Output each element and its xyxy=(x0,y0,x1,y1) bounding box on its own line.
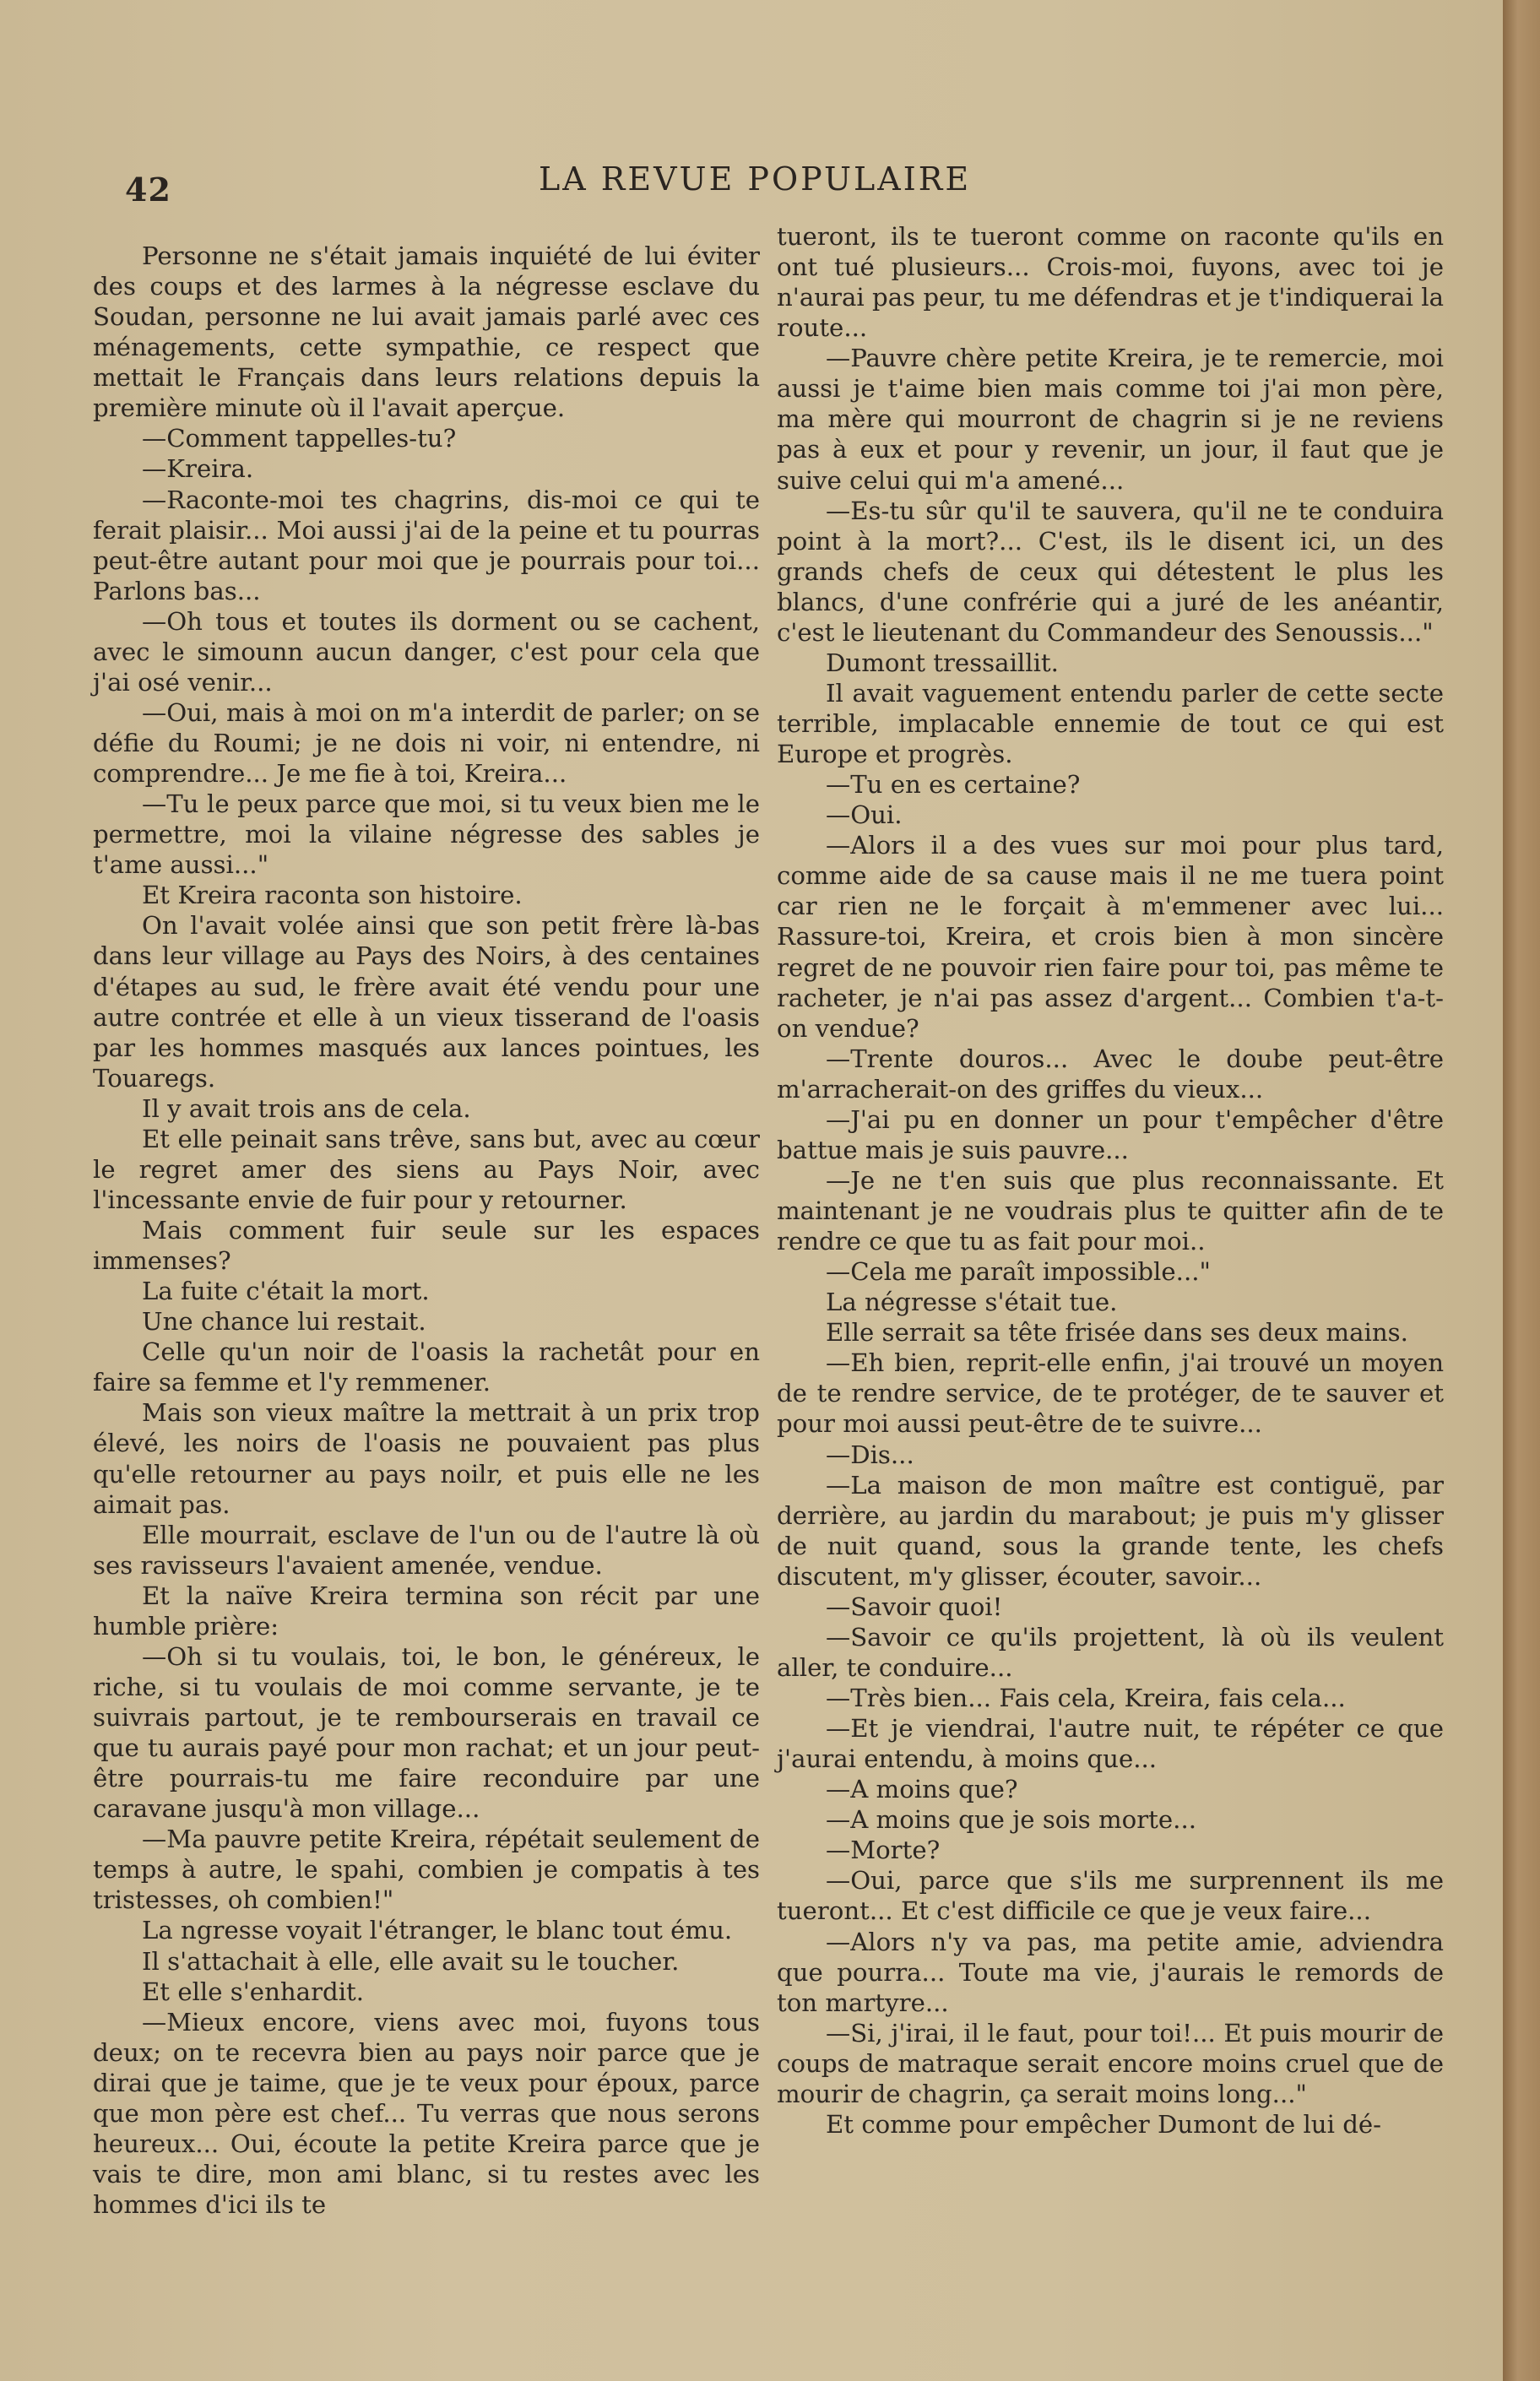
paragraph: —A moins que je sois morte... xyxy=(826,1805,1196,1835)
paragraph: —Dis... xyxy=(826,1440,914,1469)
paragraph: —Eh bien, reprit-elle enfin, j'ai trouvé un moyen de te rendre service, de te protéger, de te sauver et pour moi aussi peut-être de te suivre... xyxy=(777,1348,1444,1439)
paragraph: —J'ai pu en donner un pour t'empêcher d'être battue mais je suis pauvre... xyxy=(777,1104,1444,1164)
paragraph: Et Kreira raconta son histoire. xyxy=(142,881,523,910)
paragraph: On l'avait volée ainsi que son petit frère là-bas dans leur village au Pays des Noirs, à des centaines d'étapes au sud, le frère avait été vendu pour une autre contrée et elle à un vieux tisserand de l'oasis par les hommes masqués aux lances pointues, les Touaregs. xyxy=(93,911,760,1093)
paragraph: Et elle s'enhardit. xyxy=(142,1977,365,2006)
paragraph: —Alors n'y va pas, ma petite amie, adviendra que pourra... Toute ma vie, j'aurais le remords de ton martyre... xyxy=(777,1927,1444,2017)
paragraph: —A moins que? xyxy=(826,1775,1018,1804)
paragraph: —Oh si tu voulais, toi, le bon, le généreux, le riche, si tu voulais de moi comme servante, je te suivrais partout, je te rembourserais en travail ce que tu aurais payé pour mon rachat; et un jour peut-être pourrais-tu me faire reconduire par une caravane jusqu'à mon village... xyxy=(93,1641,760,1824)
paragraph: La fuite c'était la mort. xyxy=(142,1277,430,1306)
page-number: 42 xyxy=(125,171,171,209)
paragraph: —Kreira. xyxy=(142,454,254,484)
paragraph: Il y avait trois ans de cela. xyxy=(142,1093,471,1123)
text-column-left xyxy=(93,241,760,2220)
page-header xyxy=(125,160,978,211)
paragraph: Il avait vaguement entendu parler de cette secte terrible, implacable ennemie de tout ce qui est Europe et progrès. xyxy=(777,678,1444,769)
paragraph: —Si, j'irai, il le faut, pour toi!... Et puis mourir de coups de matraque serait encore moins cruel que de mourir de chagrin, ça serait moins long..." xyxy=(777,2018,1444,2108)
journal-title: LA REVUE POPULAIRE xyxy=(539,160,972,198)
paragraph: —Savoir ce qu'ils projettent, là où ils veulent aller, te conduire... xyxy=(777,1622,1444,1682)
paragraph: —Oui, parce que s'ils me surprennent ils me tueront... Et c'est difficile ce que je veux faire... xyxy=(777,1866,1444,1926)
paragraph: —Oh tous et toutes ils dorment ou se cachent, avec le simounn aucun danger, c'est pour cela que j'ai osé venir... xyxy=(93,606,760,697)
paragraph: Mais comment fuir seule sur les espaces immenses? xyxy=(93,1216,760,1276)
paragraph: Elle mourrait, esclave de l'un ou de l'autre là où ses ravisseurs l'avaient amenée, vendue. xyxy=(93,1520,760,1580)
paragraph: —Très bien... Fais cela, Kreira, fais cela... xyxy=(826,1684,1346,1712)
paragraph: —Comment tappelles-tu? xyxy=(142,424,457,453)
paragraph: —Es-tu sûr qu'il te sauvera, qu'il ne te conduira point à la mort?... C'est, ils le disent ici, un des grands chefs de ceux qui détestent le plus les blancs, d'une confrérie qui a juré de les anéantir, c'est le lieutenant du Commandeur des Senoussis..." xyxy=(777,496,1444,647)
paragraph: Dumont tressaillit. xyxy=(826,648,1059,677)
paragraph: Il s'attachait à elle, elle avait su le toucher. xyxy=(142,1946,680,1976)
paragraph: Et elle peinait sans trêve, sans but, avec au cœur le regret amer des siens au Pays Noir, avec l'incessante envie de fuir pour y retourner. xyxy=(93,1124,760,1214)
paragraph: Celle qu'un noir de l'oasis la rachetât pour en faire sa femme et l'y remmener. xyxy=(93,1337,760,1397)
paragraph: tueront, ils te tueront comme on raconte qu'ils en ont tué plusieurs... Crois-moi, fuyons, avec toi je n'aurai pas peur, tu me défendras et je t'indiquerai la route... xyxy=(777,222,1444,343)
paragraph: —Oui, mais à moi on m'a interdit de parler; on se défie du Roumi; je ne dois ni voir, ni entendre, ni comprendre... Je me fie à toi, Kreira... xyxy=(93,697,760,789)
paragraph: —La maison de mon maître est contiguë, par derrière, au jardin du marabout; je puis m'y glisser de nuit quand, sous la grande tente, les chefs discutent, m'y glisser, écouter, savoir... xyxy=(777,1470,1444,1591)
paragraph: —Tu en es certaine? xyxy=(826,770,1081,800)
paragraph: Mais son vieux maître la mettrait à un prix trop élevé, les noirs de l'oasis ne pouvaient pas plus qu'elle retourner au pays noilr, et puis elle ne les aimait pas. xyxy=(93,1398,760,1519)
paragraph: —Trente douros... Avec le doube peut-être m'arracherait-on des griffes du vieux... xyxy=(777,1044,1444,1104)
paragraph: —Savoir quoi! xyxy=(826,1592,1003,1621)
paragraph: —Oui. xyxy=(826,800,903,830)
paragraph: —Alors il a des vues sur moi pour plus tard, comme aide de sa cause mais il ne me tuera point car rien ne le forçait à m'emmener avec lui... Rassure-toi, Kreira, et crois bien à mon sincère regret de ne pouvoir rien faire pour toi, pas même te racheter, je n'ai pas assez d'argent... Combien t'a-t-on vendue? xyxy=(777,831,1444,1043)
text-column-right xyxy=(777,221,1444,2140)
paragraph: —Ma pauvre petite Kreira, répétait seulement de temps à autre, le spahi, combien je compatis à tes tristesses, oh combien!" xyxy=(93,1825,760,1915)
paragraph: Et comme pour empêcher Dumont de lui dé- xyxy=(826,2109,1382,2139)
paragraph: —Raconte-moi tes chagrins, dis-moi ce qui te ferait plaisir... Moi aussi j'ai de la peine et tu pourras peut-être autant pour moi que je pourrais pour toi... Parlons bas... xyxy=(93,485,760,605)
paragraph: Personne ne s'était jamais inquiété de lui éviter des coups et des larmes à la négresse esclave du Soudan, personne ne lui avait jamais parlé avec ces ménagements, cette sympathie, ce respect que mettait le Français dans leurs relations depuis la première minute où il l'avait aperçue. xyxy=(93,241,760,423)
paragraph: —Morte? xyxy=(826,1836,941,1865)
paragraph: Et la naïve Kreira termina son récit par une humble prière: xyxy=(93,1581,760,1641)
paragraph: —Et je viendrai, l'autre nuit, te répéter ce que j'aurai entendu, à moins que... xyxy=(777,1714,1444,1774)
paragraph: La négresse s'était tue. xyxy=(826,1288,1118,1317)
page-edge xyxy=(1503,0,1540,2381)
paragraph: —Tu le peux parce que moi, si tu veux bien me le permettre, moi la vilaine négresse des sables je t'ame aussi..." xyxy=(93,789,760,880)
paragraph: Elle serrait sa tête frisée dans ses deux mains. xyxy=(826,1318,1408,1348)
paragraph: —Cela me paraît impossible..." xyxy=(826,1257,1211,1287)
paragraph: La ngresse voyait l'étranger, le blanc tout ému. xyxy=(142,1916,733,1945)
paragraph: —Pauvre chère petite Kreira, je te remercie, moi aussi je t'aime bien mais comme toi j'ai mon père, ma mère qui mourront de chagrin si je ne reviens pas à eux et pour y revenir, un jour, il faut que je suive celui qui m'a amené... xyxy=(777,344,1444,495)
paragraph: Une chance lui restait. xyxy=(142,1307,426,1337)
paragraph: —Je ne t'en suis que plus reconnaissante. Et maintenant je ne voudrais plus te quitter afin de te rendre ce que tu as fait pour moi.. xyxy=(777,1165,1444,1256)
paragraph: —Mieux encore, viens avec moi, fuyons tous deux; on te recevra bien au pays noir parce que je dirai que je taime, que je te veux pour époux, parce que mon père est chef... Tu verras que nous serons heureux... Oui, écoute la petite Kreira parce que je vais te dire, mon ami blanc, si tu restes avec les hommes d'ici ils te xyxy=(93,2007,760,2219)
